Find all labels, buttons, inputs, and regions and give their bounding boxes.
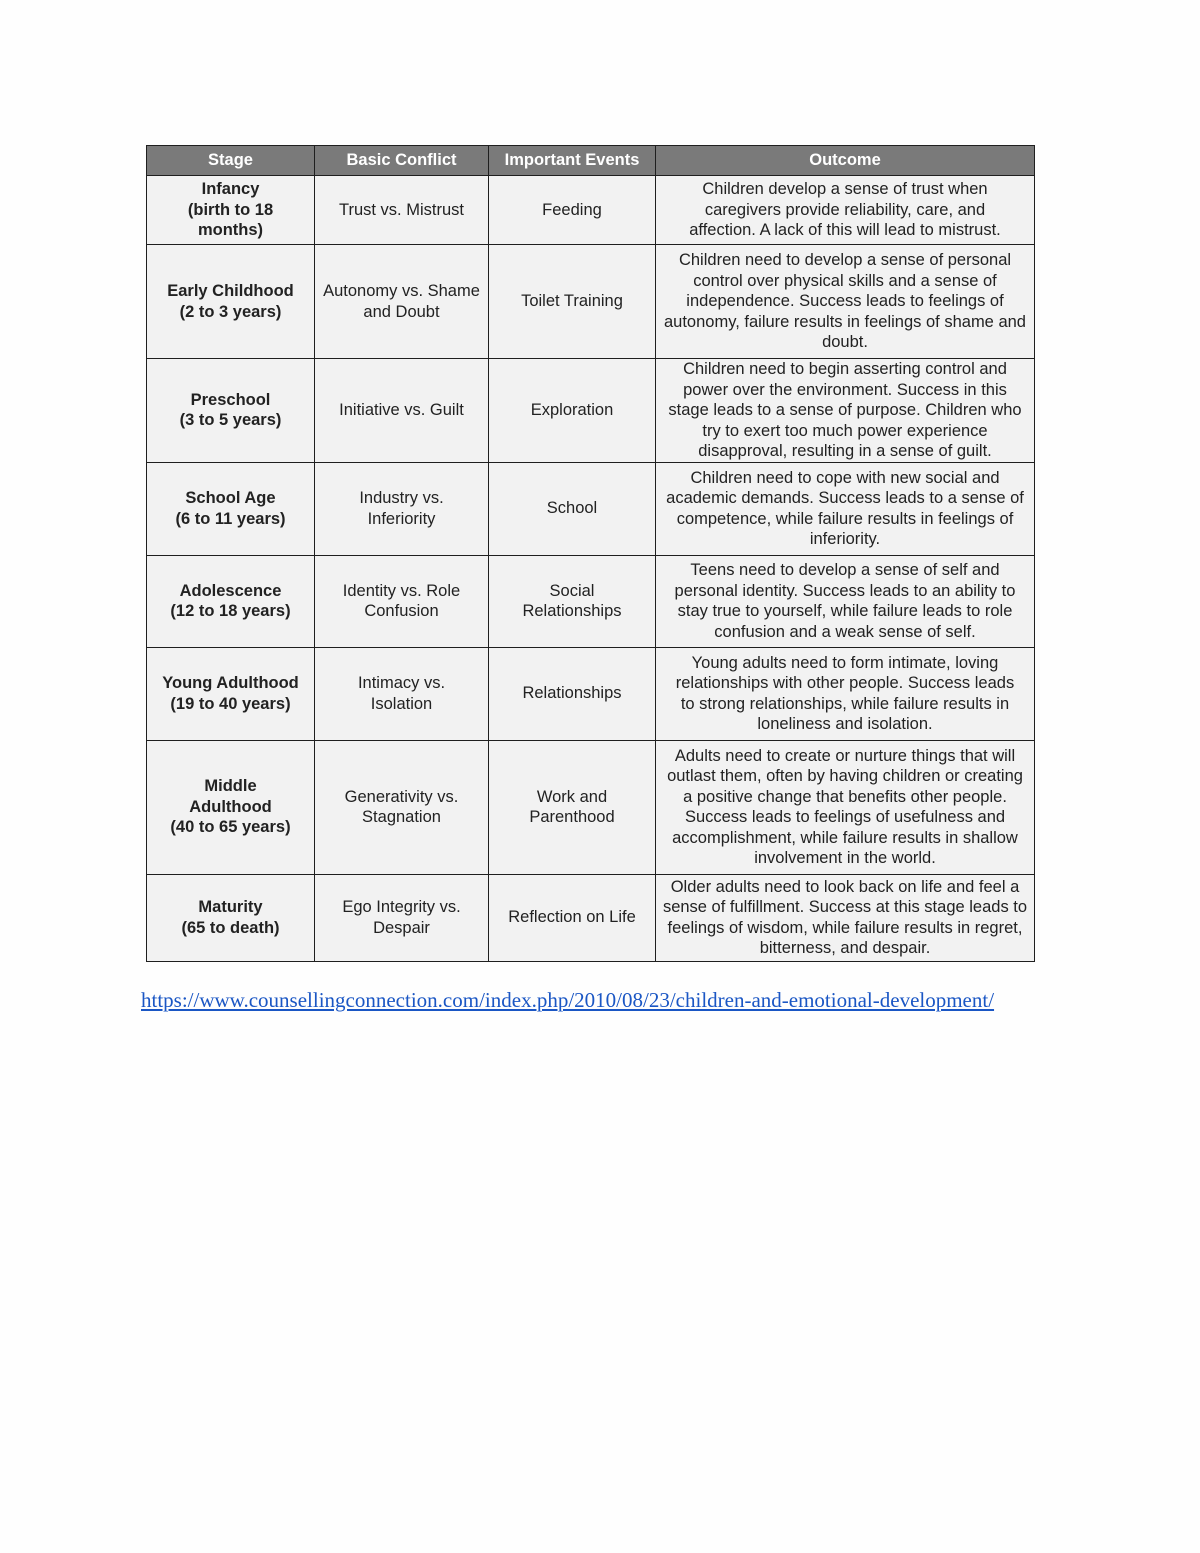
table-row <box>147 359 1035 463</box>
table-row <box>147 874 1035 961</box>
erikson-stages-table <box>146 145 1035 962</box>
conflict-cell: Autonomy vs. Shame and Doubt <box>315 245 489 359</box>
table-row <box>147 740 1035 874</box>
events-cell: Feeding <box>489 176 656 245</box>
header-basic-conflict: Basic Conflict <box>315 146 489 176</box>
table-row <box>147 176 1035 245</box>
conflict-cell: Identity vs. Role Confusion <box>315 555 489 647</box>
stage-name: Young Adulthood <box>162 674 299 692</box>
stage-name: Adolescence <box>179 581 282 600</box>
stage-cell <box>147 555 315 647</box>
outcome-cell: Children need to begin asserting control and power over the environment. Success in this stage leads to a sense of purpose. Children who try to exert too much power experience disapproval, resulting in a sense of guilt. <box>656 359 1035 463</box>
table-header-row <box>147 146 1035 176</box>
outcome-cell: Children develop a sense of trust when caregivers provide reliability, care, and affection. A lack of this will lead to mistrust. <box>656 176 1035 245</box>
stage-name: Maturity <box>198 898 263 916</box>
stage-cell <box>147 176 315 245</box>
stage-cell <box>147 874 315 961</box>
stage-age: (3 to 5 years) <box>179 411 282 430</box>
outcome-cell: Adults need to create or nurture things that will outlast them, often by having children or creating a positive change that benefits other people. Success leads to feelings of usefulness and accomplishment, while failure results in shallow involvement in the world. <box>656 740 1035 874</box>
conflict-cell: Generativity vs. Stagnation <box>315 740 489 874</box>
stage-age: (19 to 40 years) <box>170 694 291 713</box>
source-link[interactable]: https://www.counsellingconnection.com/index.php/2010/08/23/children-and-emotional-development/ <box>141 988 995 1012</box>
stage-age: (65 to death) <box>181 918 280 937</box>
stage-cell <box>147 647 315 740</box>
outcome-cell: Children need to develop a sense of personal control over physical skills and a sense of independence. Success leads to feelings of autonomy, failure results in feelings of shame and doubt. <box>656 245 1035 359</box>
table-row <box>147 647 1035 740</box>
outcome-cell: Children need to cope with new social and academic demands. Success leads to a sense of competence, while failure results in feelings of inferiority. <box>656 462 1035 555</box>
conflict-cell: Intimacy vs. Isolation <box>315 647 489 740</box>
stage-age: (12 to 18 years) <box>170 602 291 620</box>
table-row <box>147 555 1035 647</box>
stage-name: Infancy <box>201 180 260 199</box>
events-cell: Relationships <box>489 647 656 740</box>
events-cell: Reflection on Life <box>489 874 656 961</box>
conflict-cell: Ego Integrity vs. Despair <box>315 874 489 961</box>
stage-name: Early Childhood <box>167 282 294 300</box>
events-cell: Toilet Training <box>489 245 656 359</box>
stage-name: Middle Adulthood <box>189 777 272 816</box>
stage-age: (2 to 3 years) <box>179 302 282 321</box>
stage-age: (6 to 11 years) <box>175 509 286 528</box>
events-cell: School <box>489 462 656 555</box>
header-stage: Stage <box>147 146 315 176</box>
events-cell: Exploration <box>489 359 656 463</box>
conflict-cell: Initiative vs. Guilt <box>315 359 489 463</box>
stage-cell <box>147 740 315 874</box>
stage-cell <box>147 359 315 463</box>
stage-name: School Age <box>185 489 276 507</box>
conflict-cell: Trust vs. Mistrust <box>315 176 489 245</box>
stage-cell <box>147 462 315 555</box>
stage-age: (birth to 18 months) <box>187 200 274 240</box>
conflict-cell: Industry vs. Inferiority <box>315 462 489 555</box>
stage-cell <box>147 245 315 359</box>
events-cell: Social Relationships <box>489 555 656 647</box>
outcome-cell: Teens need to develop a sense of self and personal identity. Success leads to an ability to stay true to yourself, while failure leads to role confusion and a weak sense of self. <box>656 555 1035 647</box>
events-cell: Work and Parenthood <box>489 740 656 874</box>
outcome-cell: Older adults need to look back on life and feel a sense of fulfillment. Success at this stage leads to feelings of wisdom, while failure results in regret, bitterness, and despair. <box>656 874 1035 961</box>
stage-name: Preschool <box>190 390 271 409</box>
table-row <box>147 245 1035 359</box>
stage-age: (40 to 65 years) <box>170 818 291 837</box>
table-row <box>147 462 1035 555</box>
header-important-events: Important Events <box>489 146 656 176</box>
header-outcome: Outcome <box>656 146 1035 176</box>
outcome-cell: Young adults need to form intimate, loving relationships with other people. Success leads to strong relationships, while failure results in loneliness and isolation. <box>656 647 1035 740</box>
